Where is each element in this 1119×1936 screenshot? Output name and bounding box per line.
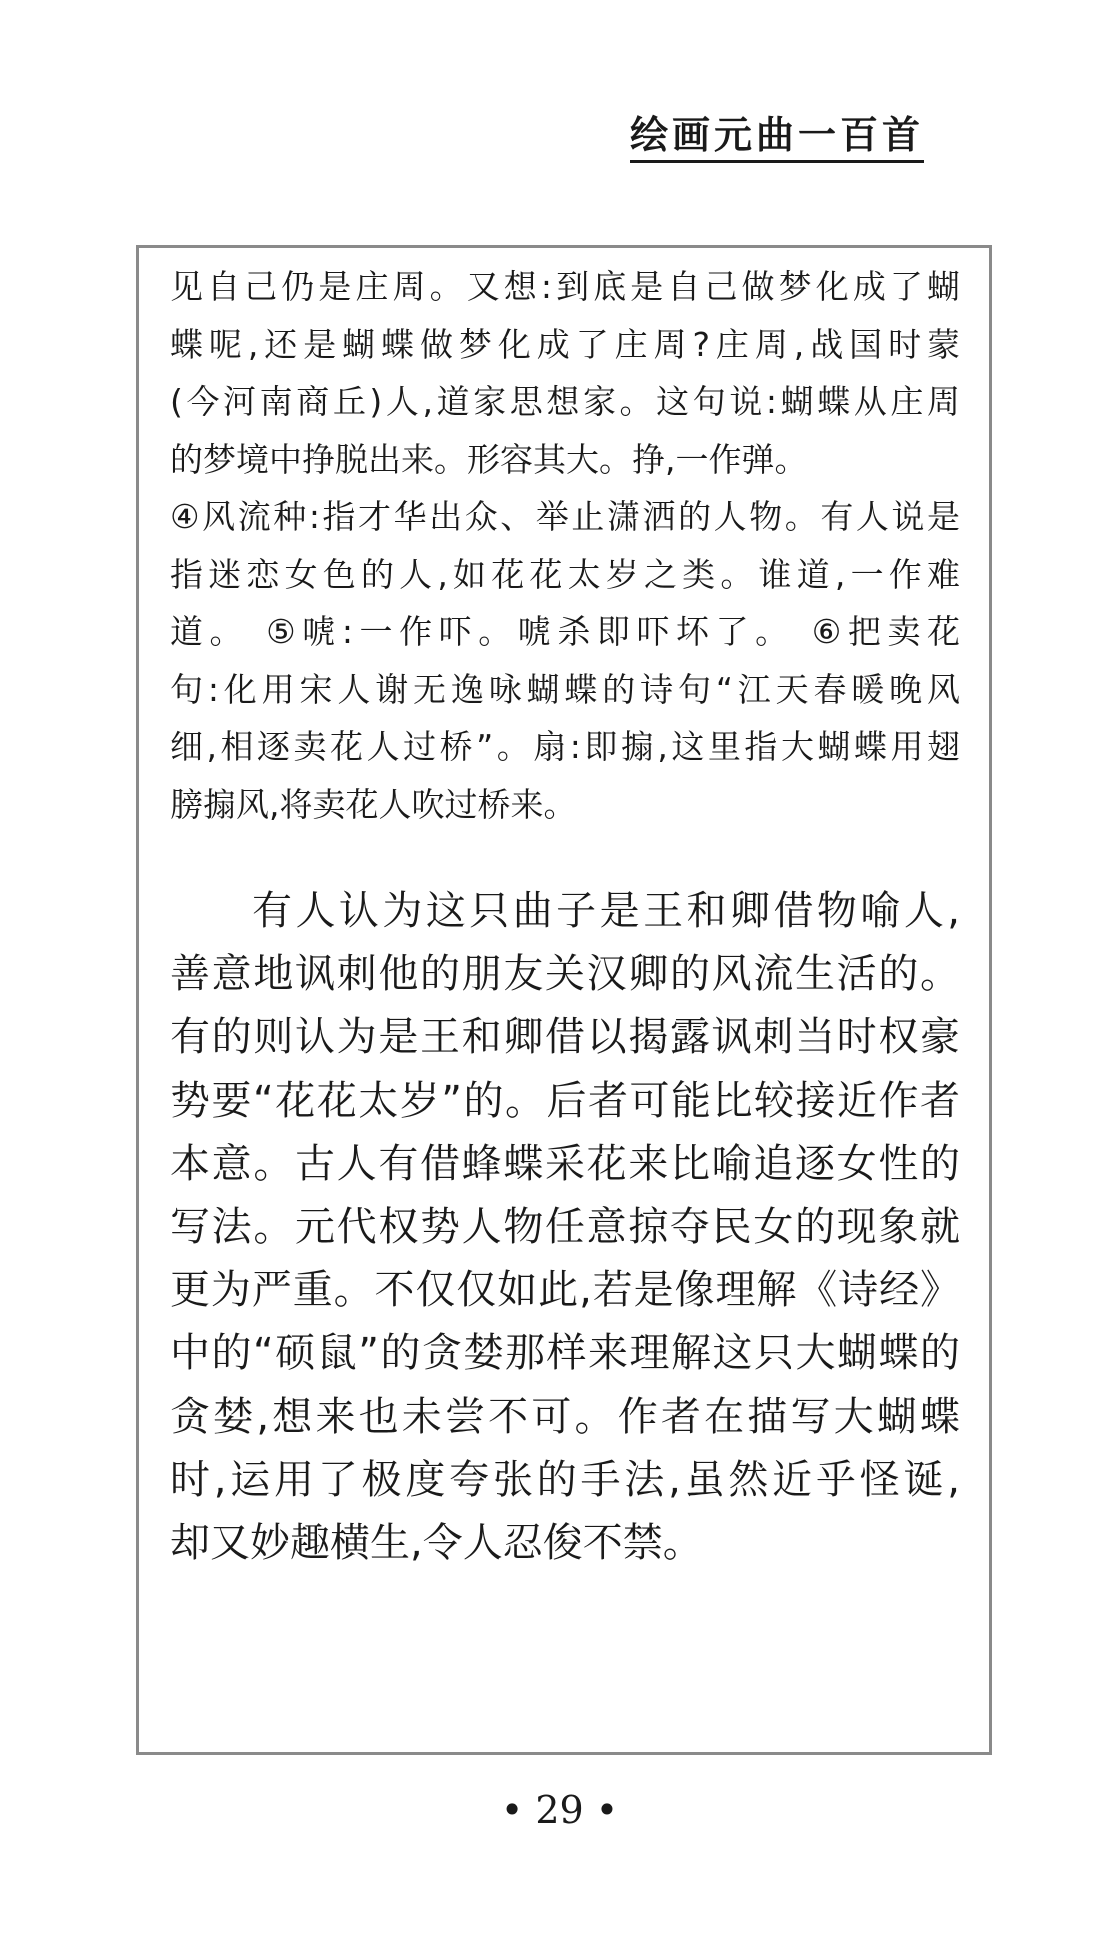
note-line: 细,相逐卖花人过桥”。扇:即搧,这里指大蝴蝶用翅 bbox=[170, 727, 960, 766]
note-line: 膀搧风,将卖花人吹过桥来。 bbox=[170, 784, 577, 824]
commentary-line: 有人认为这只曲子是王和卿借物喻人, bbox=[252, 888, 960, 934]
note-line: 蝶呢,还是蝴蝶做梦化成了庄周?庄周,战国时蒙 bbox=[170, 324, 960, 364]
commentary-line: 更为严重。不仅仅如此,若是像理解《诗经》 bbox=[170, 1267, 960, 1314]
book-title: 绘画元曲一百首 bbox=[630, 112, 924, 163]
note-line: 的梦境中挣脱出来。形容其大。挣,一作弹。 bbox=[170, 439, 808, 479]
commentary-line: 中的“硕鼠”的贪婪那样来理解这只大蝴蝶的 bbox=[170, 1330, 960, 1377]
note-line: 道。 ⑤唬:一作吓。唬杀即吓坏了。 ⑥把卖花 bbox=[170, 612, 960, 651]
commentary-line: 时,运用了极度夸张的手法,虽然近乎怪诞, bbox=[170, 1456, 960, 1503]
commentary-line: 贪婪,想来也未尝不可。作者在描写大蝴蝶 bbox=[170, 1393, 960, 1440]
commentary-line: 善意地讽刺他的朋友关汉卿的风流生活的。 bbox=[170, 951, 960, 998]
commentary-line: 本意。古人有借蜂蝶采花来比喻追逐女性的 bbox=[170, 1140, 960, 1187]
note-line: 句:化用宋人谢无逸咏蝴蝶的诗句“江天春暖晚风 bbox=[170, 669, 960, 709]
note-line: (今河南商丘)人,道家思想家。这句说:蝴蝶从庄周 bbox=[170, 382, 960, 421]
note-line: 见自己仍是庄周。又想:到底是自己做梦化成了蝴 bbox=[170, 267, 960, 306]
commentary-line: 写法。元代权势人物任意掠夺民女的现象就 bbox=[170, 1203, 960, 1250]
commentary-line: 势要“花花太岁”的。后者可能比较接近作者 bbox=[170, 1077, 960, 1124]
note-line: ④风流种:指才华出众、举止潇洒的人物。有人说是 bbox=[170, 497, 960, 536]
commentary-line: 有的则认为是王和卿借以揭露讽刺当时权豪 bbox=[170, 1014, 960, 1061]
commentary-line: 却又妙趣横生,令人忍俊不禁。 bbox=[170, 1519, 703, 1566]
page-number: • 29 • bbox=[500, 1788, 619, 1832]
annotation-notes bbox=[170, 258, 960, 833]
note-line: 指迷恋女色的人,如花花太岁之类。谁道,一作难 bbox=[170, 554, 960, 594]
commentary-paragraph bbox=[170, 880, 960, 1575]
